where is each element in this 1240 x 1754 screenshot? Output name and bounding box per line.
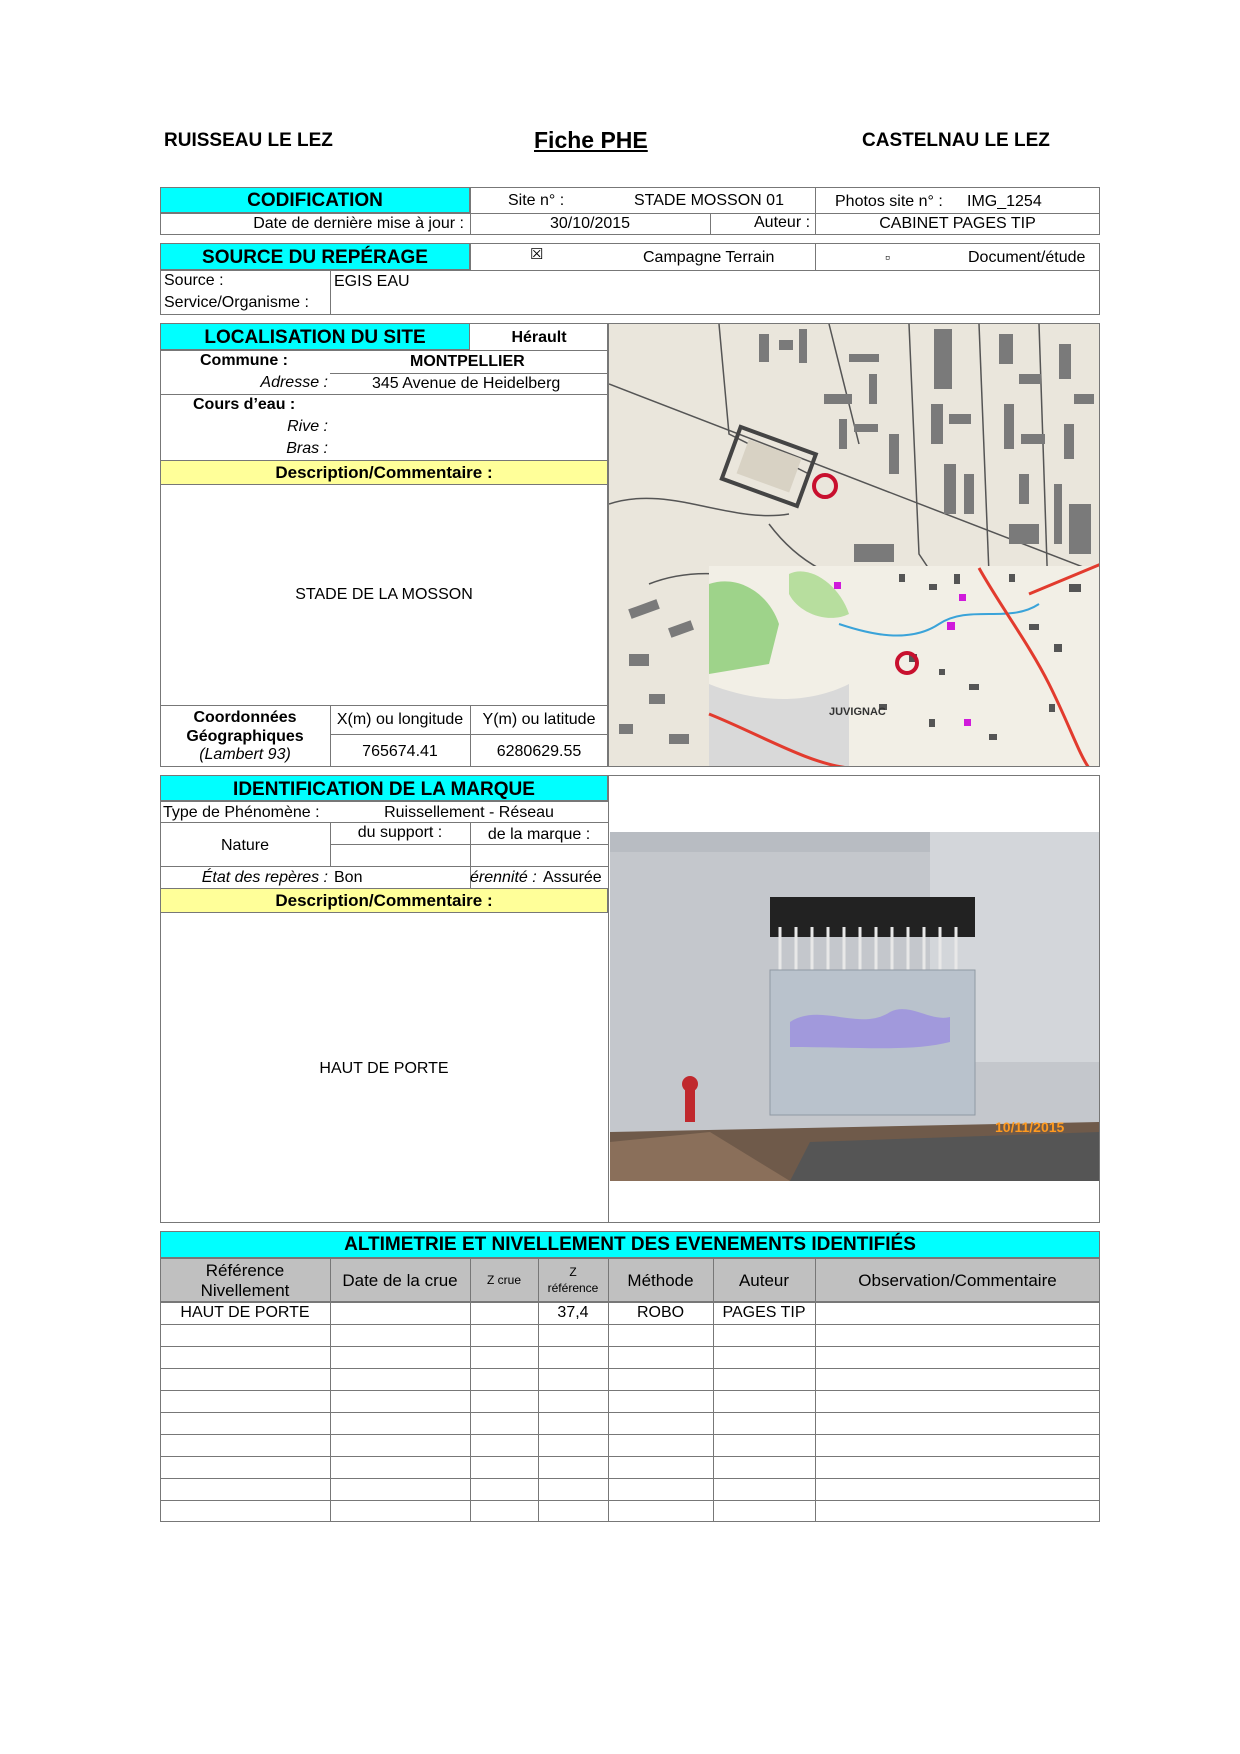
campagne-checkbox[interactable]: ☒ — [530, 246, 544, 263]
x-label: X(m) ou longitude — [336, 711, 464, 728]
auteur-label: Auteur : — [754, 214, 811, 231]
date-value: 30/10/2015 — [549, 215, 631, 232]
row1-auteur: PAGES TIP — [722, 1304, 806, 1321]
col-auteur: Auteur — [738, 1271, 790, 1290]
service-value: EGIS EAU — [334, 273, 410, 290]
header-river: RUISSEAU LE LEZ — [164, 130, 333, 151]
site-value: STADE MOSSON 01 — [634, 192, 784, 209]
adresse-value: 345 Avenue de Heidelberg — [372, 375, 561, 392]
photo-date-stamp: 10/11/2015 — [995, 1119, 1065, 1135]
row1-zref: 37,4 — [557, 1304, 589, 1321]
site-label: Site n° : — [508, 192, 565, 209]
commune-label: Commune : — [200, 352, 288, 369]
codification-title: CODIFICATION — [247, 190, 383, 211]
header-commune: CASTELNAU LE LEZ — [862, 130, 1050, 151]
source-title: SOURCE DU REPÉRAGE — [202, 247, 428, 268]
marque-description-title: Description/Commentaire : — [275, 891, 493, 910]
etat-value: Bon — [334, 869, 363, 886]
rive-label: Rive : — [287, 418, 328, 435]
y-value: 6280629.55 — [496, 743, 582, 760]
loc-description-text: STADE DE LA MOSSON — [295, 586, 473, 603]
col-zref-line2: référence — [547, 1281, 599, 1295]
col-observation: Observation/Commentaire — [858, 1271, 1057, 1290]
type-label: Type de Phénomène : — [163, 804, 320, 821]
site-photo — [610, 832, 1099, 1181]
marque-title: IDENTIFICATION DE LA MARQUE — [233, 779, 535, 800]
support-label: du support : — [357, 824, 443, 841]
perennite-value: Assurée — [543, 869, 602, 886]
col-date: Date de la crue — [342, 1271, 458, 1290]
y-label: Y(m) ou latitude — [482, 711, 596, 728]
perennite-label: érennité : — [470, 869, 537, 886]
altimetrie-title: ALTIMETRIE ET NIVELLEMENT DES EVENEMENTS IDENTIFIÉS — [344, 1234, 916, 1255]
col-ref-line2: Nivellement — [200, 1281, 290, 1300]
col-ref-line1: Référence — [205, 1261, 285, 1280]
loc-description-title: Description/Commentaire : — [275, 463, 493, 482]
localisation-title: LOCALISATION DU SITE — [204, 327, 426, 348]
map-place-label: JUVIGNAC — [829, 706, 886, 718]
photos-label: Photos site n° : — [835, 193, 943, 210]
page-title: Fiche PHE — [534, 127, 648, 153]
marque-type-label: de la marque : — [487, 826, 591, 843]
x-value: 765674.41 — [362, 743, 438, 760]
commune-value: MONTPELLIER — [410, 353, 525, 370]
coord-label-2: Géographiques — [186, 728, 304, 745]
marque-description-text: HAUT DE PORTE — [319, 1060, 449, 1077]
etat-label: État des repères : — [201, 869, 328, 886]
nature-label: Nature — [220, 837, 270, 854]
date-label: Date de dernière mise à jour : — [253, 215, 464, 232]
departement: Hérault — [511, 329, 567, 346]
source-label: Source : — [164, 272, 224, 289]
cours-label: Cours d’eau : — [193, 396, 296, 413]
location-map — [608, 323, 1100, 767]
coord-label-1: Coordonnées — [193, 709, 297, 726]
col-zref-line1: Z — [569, 1265, 577, 1279]
document-label: Document/étude — [968, 249, 1086, 266]
photos-value: IMG_1254 — [967, 193, 1042, 210]
service-label: Service/Organisme : — [164, 294, 309, 311]
coord-label-3: (Lambert 93) — [199, 746, 291, 763]
auteur-value: CABINET PAGES TIP — [879, 215, 1036, 232]
col-methode: Méthode — [627, 1271, 694, 1290]
document-checkbox[interactable]: ▫ — [885, 249, 890, 265]
row1-reference: HAUT DE PORTE — [180, 1304, 310, 1321]
adresse-label: Adresse : — [260, 374, 328, 391]
row1-methode: ROBO — [636, 1304, 685, 1321]
type-value: Ruissellement - Réseau — [384, 804, 554, 821]
bras-label: Bras : — [286, 440, 328, 457]
col-zcrue: Z crue — [486, 1273, 521, 1287]
campagne-label: Campagne Terrain — [643, 249, 775, 266]
